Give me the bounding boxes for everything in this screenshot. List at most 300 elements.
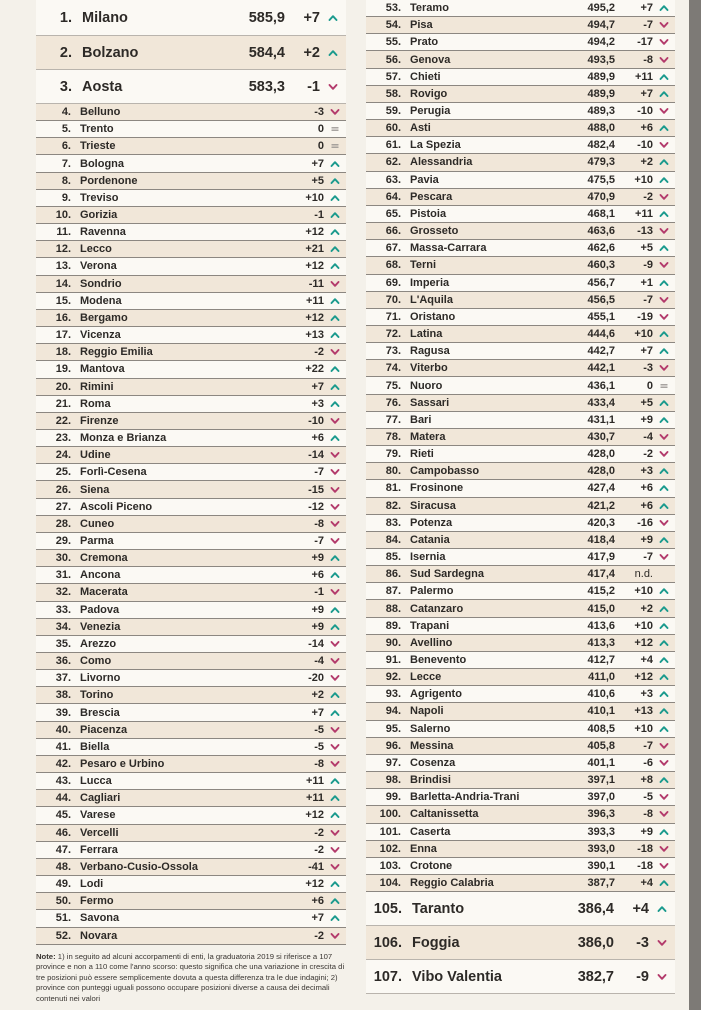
trend-indicator xyxy=(324,314,346,322)
ranking-row xyxy=(36,379,346,396)
score-cell: 382,7 xyxy=(577,968,614,985)
arrow-down-mark xyxy=(332,282,339,286)
score-cell: 583,3 xyxy=(248,78,285,95)
arrow-up-mark xyxy=(661,6,668,10)
province-name: Ancona xyxy=(80,569,121,582)
chevron-down-icon xyxy=(659,261,669,269)
change-cell: -10 xyxy=(308,414,324,427)
rank-cell: 24. xyxy=(55,449,71,462)
equal-icon xyxy=(659,382,669,390)
change-cell: -8 xyxy=(314,758,324,771)
ranking-row xyxy=(366,703,675,720)
change-cell: -1 xyxy=(307,78,320,95)
rank-cell: 82. xyxy=(385,499,401,512)
score-cell: 482,4 xyxy=(587,139,615,152)
arrow-up-mark xyxy=(661,418,668,422)
score-cell: 584,4 xyxy=(248,44,285,61)
arrow-up-mark xyxy=(332,333,339,337)
ranking-row xyxy=(366,309,675,326)
rank-cell: 98. xyxy=(385,774,401,787)
chevron-down-icon xyxy=(330,674,340,682)
change-cell: +11 xyxy=(305,294,324,307)
ranking-row xyxy=(36,807,346,824)
arrow-up-mark xyxy=(661,675,668,679)
ranking-row xyxy=(366,0,675,17)
ranking-row xyxy=(36,36,346,70)
chevron-up-icon xyxy=(659,330,669,338)
trend-indicator xyxy=(653,210,675,218)
change-cell: +6 xyxy=(640,122,653,135)
province-name: Brescia xyxy=(80,706,120,719)
chevron-up-icon xyxy=(330,228,340,236)
score-cell: 433,4 xyxy=(587,396,615,409)
ranking-row xyxy=(366,377,675,394)
province-name: Catanzaro xyxy=(410,602,464,615)
trend-indicator xyxy=(653,244,675,252)
trend-indicator xyxy=(653,553,675,561)
arrow-up-mark xyxy=(661,607,668,611)
change-cell: +4 xyxy=(640,654,653,667)
chevron-up-icon xyxy=(330,194,340,202)
score-cell: 436,1 xyxy=(587,379,615,392)
ranking-row xyxy=(36,447,346,464)
chevron-down-icon xyxy=(330,588,340,596)
arrow-up-mark xyxy=(661,75,668,79)
rank-cell: 33. xyxy=(55,603,71,616)
rank-cell: 43. xyxy=(55,775,71,788)
arrow-down-mark xyxy=(661,795,668,799)
ranking-row xyxy=(366,463,675,480)
province-name: Vercelli xyxy=(80,826,119,839)
trend-indicator xyxy=(324,160,346,168)
arrow-up-mark xyxy=(332,882,339,886)
province-name: Bari xyxy=(410,413,432,426)
rank-cell: 86. xyxy=(385,568,401,581)
chevron-down-icon xyxy=(330,726,340,734)
rank-cell: 76. xyxy=(385,396,401,409)
chevron-down-icon xyxy=(657,939,667,947)
change-cell: +6 xyxy=(311,432,324,445)
ranking-row xyxy=(366,189,675,206)
rank-cell: 61. xyxy=(385,139,401,152)
trend-indicator xyxy=(324,383,346,391)
trend-indicator xyxy=(653,484,675,492)
arrow-up-mark xyxy=(332,556,339,560)
rank-cell: 69. xyxy=(385,276,401,289)
chevron-down-icon xyxy=(330,846,340,854)
trend-indicator xyxy=(653,639,675,647)
province-name: Matera xyxy=(410,430,446,443)
rank-cell: 10. xyxy=(55,209,71,222)
trend-indicator xyxy=(653,313,675,321)
chevron-up-icon xyxy=(659,90,669,98)
arrow-down-mark xyxy=(332,522,339,526)
trend-indicator xyxy=(324,743,346,751)
arrow-up-mark xyxy=(661,161,668,165)
arrow-down-mark xyxy=(661,812,668,816)
chevron-up-icon xyxy=(330,383,340,391)
score-cell: 413,3 xyxy=(587,636,615,649)
rank-cell: 41. xyxy=(55,740,71,753)
rank-cell: 27. xyxy=(55,500,71,513)
rank-cell: 12. xyxy=(55,243,71,256)
chevron-up-icon xyxy=(659,707,669,715)
ranking-row xyxy=(36,670,346,687)
chevron-down-icon xyxy=(657,973,667,981)
arrow-up-mark xyxy=(661,641,668,645)
ranking-row xyxy=(366,51,675,68)
ranking-row xyxy=(36,224,346,241)
ranking-row xyxy=(36,121,346,138)
rank-cell: 8. xyxy=(61,174,71,187)
ranking-row xyxy=(366,240,675,257)
trend-indicator xyxy=(653,450,675,458)
chevron-down-icon xyxy=(659,227,669,235)
change-cell: +2 xyxy=(303,44,320,61)
province-name: Lecce xyxy=(410,671,442,684)
trend-indicator xyxy=(653,622,675,630)
score-cell: 410,1 xyxy=(587,705,615,718)
change-cell: +12 xyxy=(634,636,653,649)
change-cell: +9 xyxy=(640,413,653,426)
ranking-row xyxy=(36,619,346,636)
ranking-row xyxy=(36,533,346,550)
rank-cell: 68. xyxy=(385,259,401,272)
ranking-row xyxy=(36,602,346,619)
ranking-row xyxy=(36,430,346,447)
province-name: Caserta xyxy=(410,825,451,838)
trend-indicator xyxy=(653,107,675,115)
arrow-down-mark xyxy=(661,847,668,851)
province-name: Rieti xyxy=(410,448,434,461)
trend-indicator xyxy=(324,108,346,116)
arrow-up-mark xyxy=(332,230,339,234)
score-cell: 397,1 xyxy=(587,774,615,787)
arrow-down-mark xyxy=(661,58,668,62)
trend-indicator xyxy=(324,726,346,734)
change-cell: +12 xyxy=(634,671,653,684)
trend-indicator xyxy=(653,707,675,715)
trend-indicator xyxy=(324,932,346,940)
province-name: Venezia xyxy=(80,620,121,633)
ranking-row xyxy=(366,806,675,823)
arrow-down-mark xyxy=(661,143,668,147)
arrow-up-mark xyxy=(332,179,339,183)
change-cell: +6 xyxy=(311,569,324,582)
rank-cell: 96. xyxy=(385,739,401,752)
province-name: Brindisi xyxy=(410,774,451,787)
trend-indicator xyxy=(653,605,675,613)
score-cell: 393,0 xyxy=(587,842,615,855)
rank-cell: 64. xyxy=(385,190,401,203)
trend-indicator xyxy=(653,158,675,166)
arrow-down-mark xyxy=(661,366,668,370)
change-cell: -13 xyxy=(637,225,653,238)
rank-cell: 59. xyxy=(385,105,401,118)
trend-indicator xyxy=(320,49,346,57)
trend-indicator xyxy=(653,656,675,664)
province-name: Lucca xyxy=(80,775,112,788)
ranking-row xyxy=(366,960,675,994)
arrow-down-mark xyxy=(659,941,666,945)
arrow-up-mark xyxy=(332,899,339,903)
chevron-down-icon xyxy=(330,829,340,837)
chevron-up-icon xyxy=(330,177,340,185)
change-cell: n.d. xyxy=(634,568,653,581)
ranking-row xyxy=(36,567,346,584)
ranking-row xyxy=(36,756,346,773)
ranking-row xyxy=(366,635,675,652)
rank-cell: 15. xyxy=(55,294,71,307)
change-cell: -2 xyxy=(314,929,324,942)
province-name: Viterbo xyxy=(410,362,448,375)
province-name: Enna xyxy=(410,842,437,855)
change-cell: -7 xyxy=(643,19,653,32)
score-cell: 386,0 xyxy=(577,934,614,951)
score-cell: 456,5 xyxy=(587,293,615,306)
province-name: Lecco xyxy=(80,243,112,256)
rank-cell: 25. xyxy=(55,466,71,479)
score-cell: 488,0 xyxy=(587,122,615,135)
arrow-up-mark xyxy=(661,538,668,542)
province-name: Palermo xyxy=(410,585,454,598)
trend-indicator xyxy=(324,846,346,854)
rank-cell: 5. xyxy=(61,123,71,136)
change-cell: -15 xyxy=(308,483,324,496)
score-cell: 431,1 xyxy=(587,413,615,426)
trend-indicator xyxy=(653,467,675,475)
ranking-row xyxy=(366,34,675,51)
change-cell: -7 xyxy=(643,293,653,306)
province-name: Trieste xyxy=(80,140,116,153)
change-cell: +2 xyxy=(640,602,653,615)
chevron-up-icon xyxy=(659,502,669,510)
change-cell: -41 xyxy=(308,860,324,873)
arrow-up-mark xyxy=(661,881,668,885)
change-cell: +7 xyxy=(311,912,324,925)
chevron-up-icon xyxy=(659,639,669,647)
change-cell: -1 xyxy=(314,586,324,599)
chevron-up-icon xyxy=(330,914,340,922)
trend-indicator xyxy=(653,21,675,29)
equal-icon xyxy=(330,125,340,133)
ranking-row xyxy=(366,583,675,600)
change-cell: -4 xyxy=(314,655,324,668)
trend-indicator xyxy=(324,880,346,888)
change-cell: -2 xyxy=(643,190,653,203)
trend-indicator xyxy=(653,810,675,818)
arrow-up-mark xyxy=(332,711,339,715)
province-name: Livorno xyxy=(80,672,121,685)
chevron-up-icon xyxy=(330,297,340,305)
trend-indicator xyxy=(324,520,346,528)
ranking-row xyxy=(36,138,346,155)
score-cell: 401,1 xyxy=(587,756,615,769)
ranking-row xyxy=(366,858,675,875)
trend-indicator xyxy=(653,828,675,836)
province-name: Piacenza xyxy=(80,723,128,736)
change-cell: +5 xyxy=(640,242,653,255)
change-cell: +10 xyxy=(305,191,324,204)
trend-indicator xyxy=(649,939,675,947)
score-cell: 430,7 xyxy=(587,430,615,443)
arrow-down-mark xyxy=(661,864,668,868)
change-cell: -8 xyxy=(314,517,324,530)
rank-cell: 47. xyxy=(55,843,71,856)
rank-cell: 58. xyxy=(385,87,401,100)
province-name: Napoli xyxy=(410,705,444,718)
trend-indicator xyxy=(324,365,346,373)
change-cell: -19 xyxy=(637,310,653,323)
trend-indicator xyxy=(324,503,346,511)
ranking-row xyxy=(36,258,346,275)
rank-cell: 46. xyxy=(55,826,71,839)
change-cell: -9 xyxy=(636,968,649,985)
chevron-down-icon xyxy=(659,21,669,29)
change-cell: +10 xyxy=(634,328,653,341)
rank-cell: 9. xyxy=(61,191,71,204)
arrow-up-mark xyxy=(332,196,339,200)
chevron-down-icon xyxy=(330,863,340,871)
chevron-down-icon xyxy=(330,760,340,768)
score-cell: 412,7 xyxy=(587,654,615,667)
score-cell: 415,2 xyxy=(587,585,615,598)
arrow-down-mark xyxy=(661,452,668,456)
arrow-down-mark xyxy=(332,728,339,732)
arrow-up-mark xyxy=(661,246,668,250)
province-name: Foggia xyxy=(412,934,460,951)
ranking-row xyxy=(366,618,675,635)
change-cell: -20 xyxy=(308,672,324,685)
province-name: Messina xyxy=(410,739,454,752)
province-name: Alessandria xyxy=(410,156,473,169)
rank-cell: 75. xyxy=(385,379,401,392)
change-cell: +7 xyxy=(640,87,653,100)
trend-indicator xyxy=(324,434,346,442)
trend-indicator xyxy=(324,228,346,236)
province-name: Trento xyxy=(80,123,114,136)
trend-indicator xyxy=(324,760,346,768)
rank-cell: 94. xyxy=(385,705,401,718)
change-cell: -16 xyxy=(637,516,653,529)
province-name: Arezzo xyxy=(80,637,117,650)
ranking-row xyxy=(36,190,346,207)
rank-cell: 30. xyxy=(55,552,71,565)
trend-indicator xyxy=(324,245,346,253)
chevron-down-icon xyxy=(330,280,340,288)
province-name: Vicenza xyxy=(80,329,121,342)
change-cell: -5 xyxy=(314,740,324,753)
chevron-up-icon xyxy=(659,673,669,681)
chevron-down-icon xyxy=(659,56,669,64)
province-name: Cosenza xyxy=(410,756,456,769)
chevron-up-icon xyxy=(659,279,669,287)
trend-indicator xyxy=(653,279,675,287)
chevron-up-icon xyxy=(659,690,669,698)
rank-cell: 29. xyxy=(55,534,71,547)
chevron-up-icon xyxy=(330,777,340,785)
rank-cell: 55. xyxy=(385,36,401,49)
rank-cell: 32. xyxy=(55,586,71,599)
ranking-row xyxy=(36,327,346,344)
trend-indicator xyxy=(320,83,346,91)
trend-indicator xyxy=(653,382,675,390)
rank-cell: 28. xyxy=(55,517,71,530)
trend-indicator xyxy=(324,211,346,219)
ranking-row xyxy=(36,499,346,516)
trend-indicator xyxy=(653,227,675,235)
trend-indicator xyxy=(653,742,675,750)
chevron-up-icon xyxy=(330,160,340,168)
score-cell: 470,9 xyxy=(587,190,615,203)
province-name: Oristano xyxy=(410,310,456,323)
rank-cell: 6. xyxy=(61,140,71,153)
province-name: Prato xyxy=(410,36,439,49)
trend-indicator xyxy=(653,433,675,441)
score-cell: 494,7 xyxy=(587,19,615,32)
ranking-row xyxy=(36,293,346,310)
rank-cell: 38. xyxy=(55,689,71,702)
change-cell: +9 xyxy=(311,620,324,633)
ranking-row xyxy=(366,446,675,463)
trend-indicator xyxy=(653,725,675,733)
trend-indicator xyxy=(324,331,346,339)
trend-indicator xyxy=(324,262,346,270)
score-cell: 415,0 xyxy=(587,602,615,615)
change-cell: -12 xyxy=(308,500,324,513)
score-cell: 410,6 xyxy=(587,688,615,701)
trend-indicator xyxy=(653,862,675,870)
trend-indicator xyxy=(653,759,675,767)
province-name: Verona xyxy=(80,260,117,273)
rank-cell: 84. xyxy=(385,533,401,546)
change-cell: +12 xyxy=(305,878,324,891)
rank-cell: 103. xyxy=(379,859,401,872)
province-name: Forlì-Cesena xyxy=(80,466,147,479)
province-name: Biella xyxy=(80,740,110,753)
province-name: Vibo Valentia xyxy=(412,968,502,985)
province-name: Savona xyxy=(80,912,120,925)
ranking-row xyxy=(36,0,346,36)
trend-indicator xyxy=(324,811,346,819)
arrow-down-mark xyxy=(332,762,339,766)
rank-cell: 48. xyxy=(55,860,71,873)
chevron-up-icon xyxy=(659,399,669,407)
change-cell: +9 xyxy=(311,603,324,616)
ranking-row xyxy=(36,173,346,190)
province-name: Agrigento xyxy=(410,688,462,701)
arrow-down-mark xyxy=(661,744,668,748)
arrow-down-mark xyxy=(332,470,339,474)
province-name: Novara xyxy=(80,929,118,942)
province-name: Potenza xyxy=(410,516,453,529)
ranking-row xyxy=(366,275,675,292)
arrow-down-mark xyxy=(661,555,668,559)
chevron-up-icon xyxy=(659,176,669,184)
province-name: Siena xyxy=(80,483,110,496)
change-cell: -9 xyxy=(643,259,653,272)
rank-cell: 62. xyxy=(385,156,401,169)
arrow-up-mark xyxy=(332,299,339,303)
province-name: Belluno xyxy=(80,106,121,119)
ranking-row xyxy=(36,876,346,893)
arrow-up-mark xyxy=(661,778,668,782)
ranking-row xyxy=(366,549,675,566)
score-cell: 405,8 xyxy=(587,739,615,752)
province-name: Aosta xyxy=(82,78,123,95)
change-cell: +11 xyxy=(305,775,324,788)
chevron-up-icon xyxy=(659,725,669,733)
